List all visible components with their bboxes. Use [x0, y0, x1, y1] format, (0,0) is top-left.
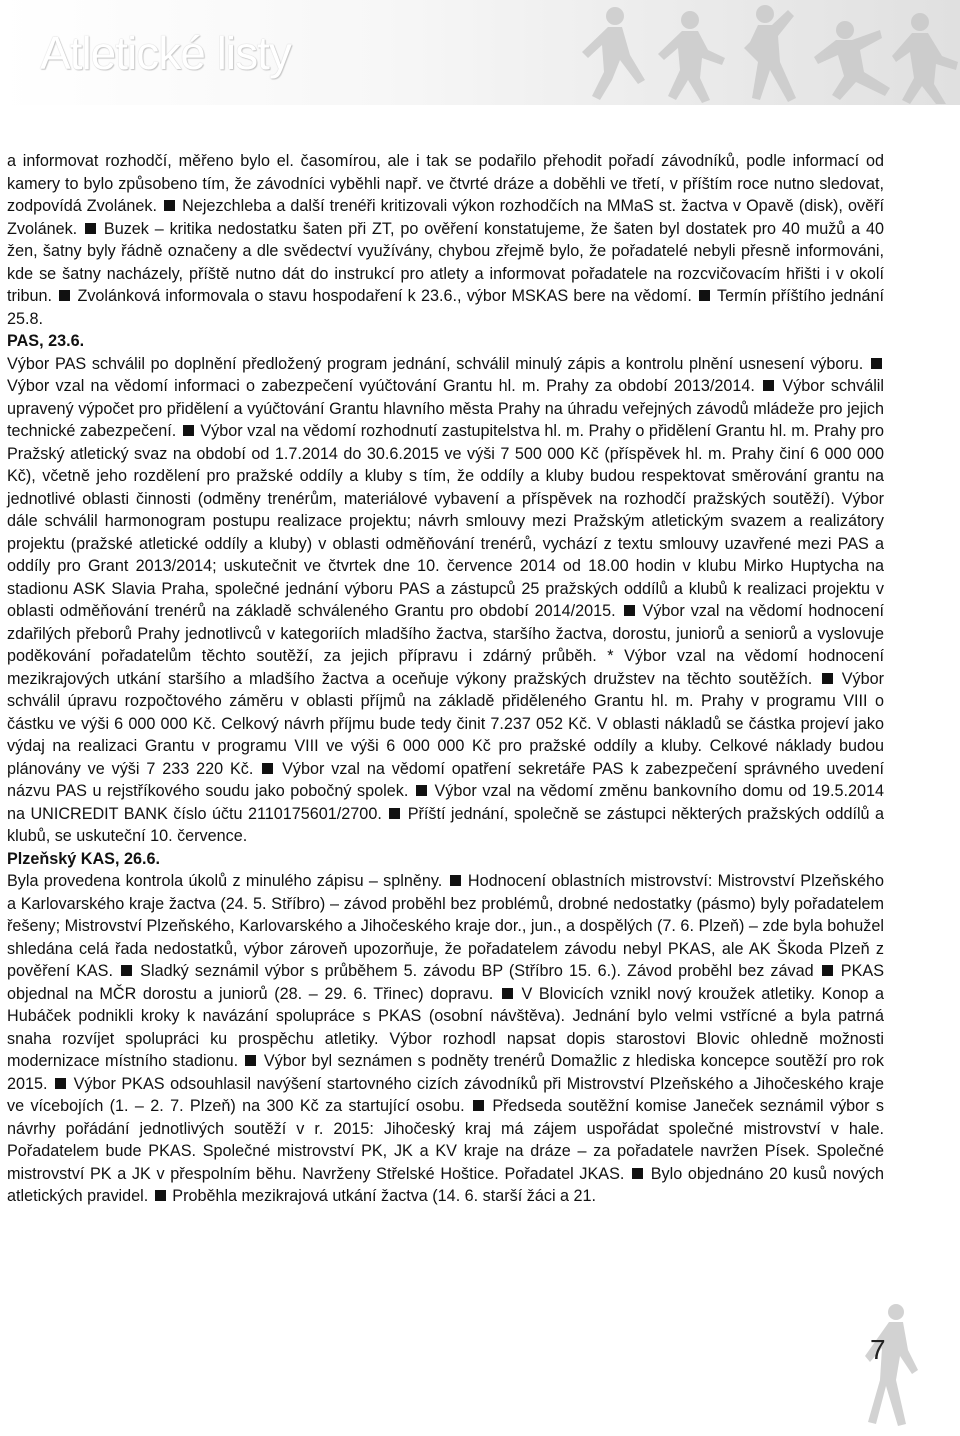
bullet-square-icon	[155, 1190, 166, 1201]
bullet-square-icon	[450, 875, 461, 886]
athlete-silhouettes-decoration	[560, 0, 960, 105]
page-header	[0, 0, 960, 105]
bullet-square-icon	[699, 290, 710, 301]
text-segment: Výbor PAS schválil po doplnění předložený program jednání, schválil minulý zápis a kontrolu plnění usnesení výboru.	[7, 354, 864, 373]
bullet-square-icon	[164, 200, 175, 211]
text-segment: Nejezchleba a další trenéři kritizovali výkon rozhodčích na MMaS st. žactva v Opavě (disk), ověří Zvolánek.	[7, 197, 884, 238]
bullet-square-icon	[389, 808, 400, 819]
section-heading: Plzeňský KAS, 26.6.	[7, 849, 160, 868]
text-segment: Výbor vzal na vědomí hodnocení zdařilých přeborů Prahy jednotlivců v kategoriích mladšího žactva, staršího žactva, dorostu, juniorů a seniorů a vyslovuje poděkování pořadatelům těchto soutěží, za jejich přípravu i zdárný průběh. * Výbor vzal na vědomí hodnocení mezikrajových utkání staršího a mladšího žactva a oceňuje výkony pražských družstev na těchto soutěžích.	[7, 602, 885, 688]
bullet-square-icon	[262, 763, 273, 774]
bullet-square-icon	[624, 605, 635, 616]
text-segment: Sladký seznámil výbor s průběhem 5. závodu BP (Stříbro 15. 6.). Závod proběhl bez závad	[140, 962, 814, 980]
text-segment: Proběhla mezikrajová utkání žactva (14. 6. starší žáci a 21.	[172, 1187, 597, 1205]
text-segment: Výbor schválil úpravu rozpočtového záměru v oblasti příjmů na základě přiděleného Grantu hl. m. Prahy v programu VIII o částku ve výši 6 000 000 Kč. Celkový návrh příjmu bude tedy činit 7.237 052 Kč. V oblasti nákladů se částka projeví jako výdaj na realizaci Grantu v programu VIII ve výši 6 000 000 Kč pro pražské oddíly a kluby. Celkové náklady budou plánovány ve výši 7 233 220 Kč.	[7, 669, 884, 778]
bullet-square-icon	[55, 1078, 66, 1089]
text-segment: a informovat rozhodčí, měřeno bylo el. časomírou, ale i tak se podařilo přehodit pořadí závodníků, podle informací od kamery to bylo způsobeno tím, že závodníci vyběhli např. ve čtvrté dráze a doběhli ve třetí, v příštím roce nutno sledovat, zodpovídá Zvolánek.	[7, 152, 884, 215]
text-segment: Příští jednání, společně se zástupci některých pražských oddílů a klubů, se uskuteční 10. července.	[7, 804, 885, 845]
text-segment: Zvolánková informovala o stavu hospodaření k 23.6., výbor MSKAS bere na vědomí.	[77, 287, 692, 305]
text-segment: Termín příštího jednání 25.8.	[7, 287, 884, 328]
section-heading: PAS, 23.6.	[7, 332, 85, 350]
paragraph	[7, 150, 884, 330]
article-body	[7, 150, 884, 1208]
page-number: 7	[870, 1334, 886, 1365]
text-segment: V Blovicích vznikl nový kroužek atletiky. Konop a Hubáček podnikli kroky k navázání spolupráce s PKAS (osobní návštěva). Jednání bylo velmi vstřícné a byla patrná snaha rozvíjet spolupráci ku prospěchu atletiky. Výbor rozhodl napsat dopis starostovi Blovic ohledně možnosti modernizace místního stadionu.	[7, 984, 885, 1070]
text-segment: Výbor PKAS odsouhlasil navýšení startovného cizích závodníků při Mistrovství Plzeňského a Jihočeského kraje ve vícebojích (1. – 2. 7. Plzeň) na 300 Kč za startující osobu.	[7, 1074, 884, 1115]
text-segment: Výbor vzal na vědomí informaci o zabezpečení vyúčtování Grantu hl. m. Prahy za období 2013/2014.	[7, 377, 755, 395]
text-segment: Výbor vzal na vědomí změnu bankovního domu od 19.5.2014 na UNICREDIT BANK číslo účtu 2110175601/2700.	[7, 782, 885, 823]
bullet-square-icon	[871, 358, 882, 369]
paragraph	[7, 330, 884, 848]
bullet-square-icon	[822, 965, 833, 976]
publication-title: Atletické listy	[40, 27, 291, 79]
bullet-square-icon	[632, 1168, 643, 1179]
text-segment: Výbor vzal na vědomí rozhodnutí zastupitelstva hl. m. Prahy o přidělení Grantu hl. m. Prahy pro Pražský atletický svaz na období od 1.7.2014 do 30.6.2015 ve výši 7 500 000 Kč (příspěvek hl. m. Prahy činí 6 000 000 Kč), včetně jeho rozdělení pro pražské oddíly a kluby s tím, že oddíly a kluby budou respektovat směrování grantu na jednotlivé oblasti činnosti (odměny trenérům, materiálové vybavení a příspěvek na rozhodčí pražských soutěží). Výbor dále schválil harmonogram postupu realizace projektu; návrh smlouvy mezi Pražským atletickým svazem a realizátory projektu (pražské atletické oddíly a kluby) v oblasti odměňování trenérů, vychází z textu smlouvy uzavřené mezi PAS a oddíly pro Grant 2013/2014; uskutečnit ve čtvrtek dne 10. července 2014 od 18.00 hodin v klubu Mirko Huptycha na stadionu ASK Slavia Praha, společné jednání výboru PAS a zástupců 25 pražských oddílů a klubů k realizaci projektu v oblasti odměňování trenérů na základě schváleného Grantu pro období 2014/2015.	[7, 422, 885, 620]
text-segment: Bylo objednáno 20 kusů nových atletických pravidel.	[7, 1164, 885, 1205]
bullet-square-icon	[502, 988, 513, 999]
bullet-square-icon	[245, 1055, 256, 1066]
text-segment: Předseda soutěžní komise Janeček seznámil výbor s návrhy pořádání jednotlivých soutěží v r. 2015: Jihočeský kraj má zájem uspořádat společné mistrovství v hale. Pořadatelem bude PKAS. Společné mistrovství PK, JK a KV kraje na dráze – za pořadatele navržen Písek. Společné mistrovství PK a JK v přespolním běhu. Navrženy Střelské Hoštice. Pořadatel JKAS.	[7, 1097, 885, 1183]
bullet-square-icon	[416, 785, 427, 796]
text-segment: Výbor schválil upravený výpočet pro přidělení a vyúčtování Grantu hlavního města Prahy na úhradu veřejných závodů mládeže pro jejich technické zabezpečení.	[7, 377, 884, 440]
text-segment: Výbor vzal na vědomí opatření sekretáře PAS k zabezpečení správného uvedení názvu PAS u rejstříkového soudu jako pobočný spolek.	[7, 759, 885, 800]
bullet-square-icon	[473, 1100, 484, 1111]
text-segment: Byla provedena kontrola úkolů z minulého zápisu – splněny.	[7, 872, 443, 890]
text-segment: Výbor byl seznámen s podněty trenérů Domažlic z hlediska koncepce soutěží pro rok 2015.	[7, 1052, 884, 1093]
text-segment: Buzek – kritika nedostatku šaten při ZT, po ověření konstatujeme, že šaten byl dostatek pro 40 mužů a 40 žen, šatny byly řádně označeny a dle svědectví využívány, chybou zřejmě bylo, že pořadatelé nebyli přesně informováni, kde se šatny nacházely, příště nutno dát do instrukcí pro atlety a informovat pořadatele na rozcvičovacím hřišti i v okolí tribun.	[7, 219, 885, 305]
paragraph	[7, 848, 884, 1208]
text-segment: Hodnocení oblastních mistrovství: Mistrovství Plzeňského a Karlovarského kraje žactva (24. 5. Stříbro) – závod proběhl bez problémů, drobné nedostatky (pásmo) byly pořadatelem řešeny; Mistrovství Plzeňského, Karlovarského a Jihočeského kraje dor., jun., a dospělých (7. 6. Plzeň) – zde byla bohužel shledána celá řada nedostatků, výbor zároveň upozorňuje, že pořadatelem závodu nebyl PKAS, ale AK Škoda Plzeň z pověření KAS.	[7, 872, 884, 980]
bullet-square-icon	[85, 223, 96, 234]
bullet-square-icon	[822, 673, 833, 684]
bullet-square-icon	[763, 380, 774, 391]
bullet-square-icon	[121, 965, 132, 976]
bullet-square-icon	[59, 290, 70, 301]
bullet-square-icon	[183, 425, 194, 436]
text-segment: PKAS objednal na MČR dorostu a juniorů (28. – 29. 6. Třinec) dopravu.	[7, 962, 884, 1003]
